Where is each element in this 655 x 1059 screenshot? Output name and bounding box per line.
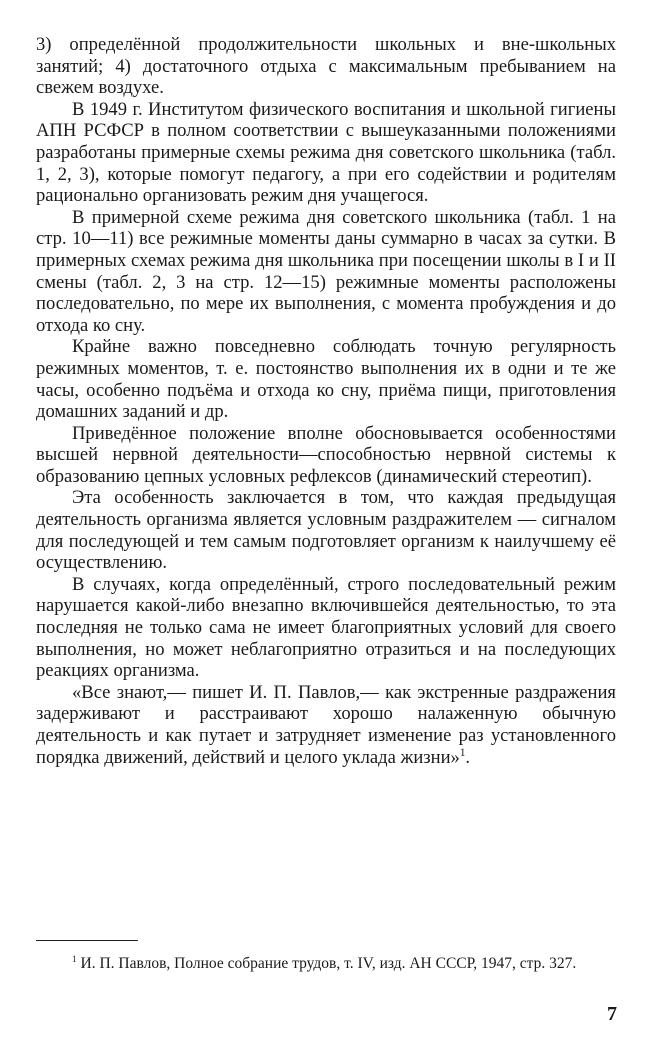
- quote-text: «Все знают,— пишет И. П. Павлов,— как экстренные раздражения задерживают и расстраивают хорошо налаженную обычную деятельность и как путает и затрудняет изменение раз установленного порядка движений, действий и целого уклада жизни»: [36, 681, 616, 768]
- paragraph-8-quote: [36, 682, 616, 768]
- paragraph-3: В примерной схеме режима дня советского школьника (табл. 1 на стр. 10—11) все режимные моменты даны суммарно в часах за сутки. В примерных схемах режима дня школьника при посещении школы в I и II смены (табл. 2, 3 на стр. 12—15) режимные моменты расположены последовательно, по мере их выполнения, с момента пробуждения и до отхода ко сну.: [36, 206, 616, 336]
- paragraph-1: 3) определённой продолжительности школьных и вне-школьных занятий; 4) достаточного отдыха с максимальным пребыванием на свежем воздухе.: [36, 34, 616, 99]
- footnote-divider: [36, 940, 138, 941]
- footnote-text: И. П. Павлов, Полное собрание трудов, т. IV, изд. АН СССР, 1947, стр. 327.: [80, 955, 577, 972]
- page-number: 7: [607, 1003, 617, 1025]
- paragraph-7: В случаях, когда определённый, строго последовательный режим нарушается какой-либо внезапно включившейся деятельностью, то эта последняя не только сама не имеет благоприятных условий для своего выполнения, но может неблагоприятно отразиться и на последующих реакциях организма.: [36, 573, 616, 682]
- footnote: [36, 954, 616, 973]
- paragraph-2: В 1949 г. Институтом физического воспитания и школьной гигиены АПН РСФСР в полном соответствии с вышеуказанными положениями разработаны примерные схемы режима дня советского школьника (табл. 1, 2, 3), которые помогут педагогу, а при его содействии и родителям рационально организовать режим дня учащегося.: [36, 98, 616, 207]
- page-body: [36, 34, 616, 768]
- paragraph-4: Крайне важно повседневно соблюдать точную регулярность режимных моментов, т. е. постоянство выполнения их в одни и те же часы, особенно подъёма и отхода ко сну, приёма пищи, приготовления домашних заданий и др.: [36, 336, 616, 423]
- footnote-reference: 1: [459, 746, 466, 759]
- quote-end-punctuation: .: [465, 746, 471, 768]
- paragraph-6: Эта особенность заключается в том, что каждая предыдущая деятельность организма является условным раздражителем — сигналом для последующей и тем самым подготовляет организм к наилучшему её осуществлению.: [36, 487, 616, 574]
- footnote-marker: 1: [72, 954, 77, 965]
- paragraph-5: Приведённое положение вполне обосновывается особенностями высшей нервной деятельности—способностью нервной системы к образованию цепных условных рефлексов (динамический стереотип).: [36, 422, 616, 487]
